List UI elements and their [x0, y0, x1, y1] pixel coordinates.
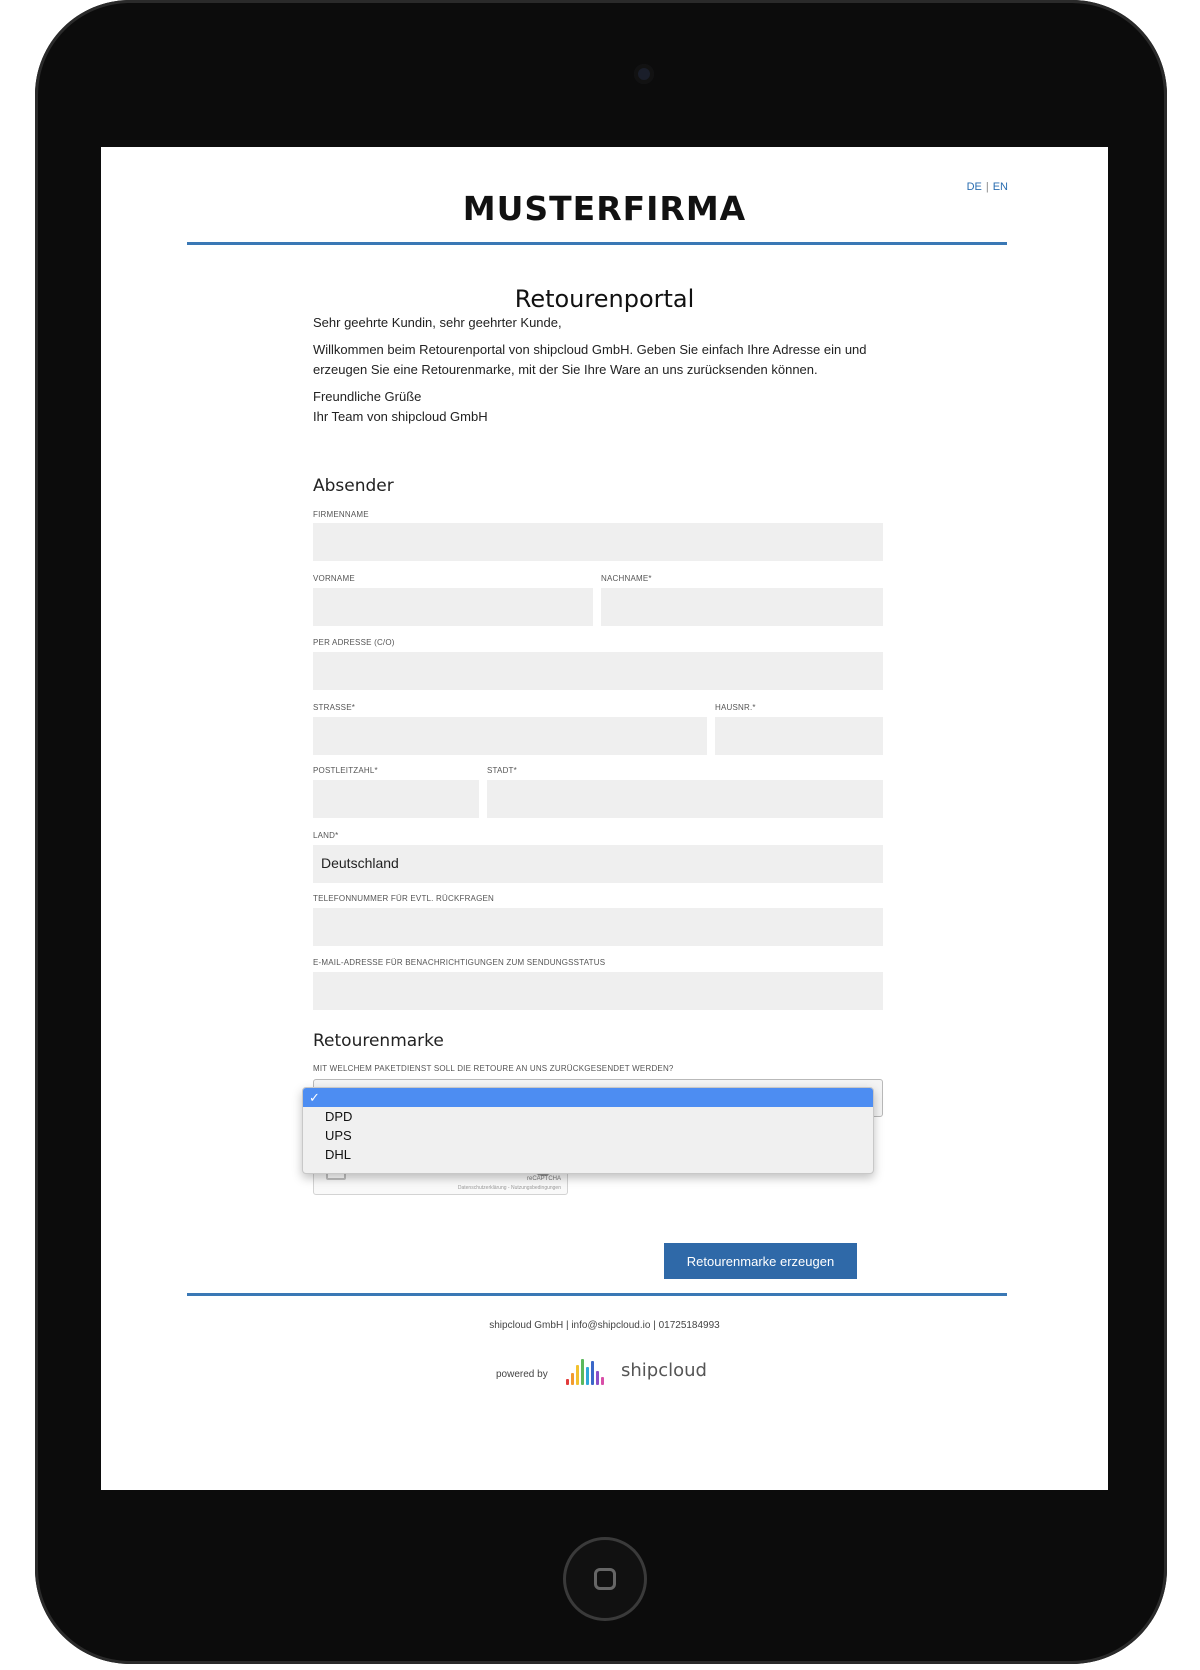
city-field[interactable] [487, 780, 883, 818]
zip-field[interactable] [313, 780, 479, 818]
care-of-field[interactable] [313, 652, 883, 690]
shipcloud-brand: shipcloud [621, 1360, 707, 1381]
house-no-field[interactable] [715, 717, 883, 755]
lang-de-link[interactable]: DE [966, 181, 982, 193]
header-divider [187, 242, 1007, 245]
email-label: E-MAIL-ADRESSE FÜR BENACHRICHTIGUNGEN ZUM SENDUNGSSTATUS [313, 958, 606, 967]
intro-closing-2: Ihr Team von shipcloud GmbH [313, 409, 488, 424]
create-return-label-button[interactable]: Retourenmarke erzeugen [664, 1243, 857, 1279]
intro-closing-1: Freundliche Grüße [313, 389, 422, 404]
firstname-label: VORNAME [313, 574, 355, 583]
page-title: Retourenportal [514, 285, 695, 313]
home-button[interactable] [563, 1537, 647, 1621]
house-no-label: HAUSNR.* [715, 703, 756, 712]
carrier-option-dhl[interactable]: DHL [325, 1147, 352, 1162]
company-logo: MUSTERFIRMA [462, 189, 747, 228]
company-field[interactable] [313, 523, 883, 561]
phone-label: TELEFONNUMMER FÜR EVTL. RÜCKFRAGEN [313, 894, 495, 903]
recaptcha-links[interactable]: Datenschutzerklärung - Nutzungsbedingungen [457, 1185, 561, 1191]
lang-separator: | [985, 181, 989, 193]
country-label: LAND* [313, 831, 339, 840]
carrier-option-ups[interactable]: UPS [325, 1128, 352, 1143]
intro-body: Willkommen beim Retourenportal von shipcloud GmbH. Geben Sie einfach Ihre Adresse ein und erzeugen Sie eine Retourenmarke, mit der Sie Ihre Ware an uns zurücksenden können. [313, 342, 867, 377]
checkmark-icon: ✓ [309, 1090, 320, 1105]
care-of-label: PER ADRESSE (C/O) [313, 638, 395, 647]
camera-icon [634, 64, 654, 84]
carrier-label: MIT WELCHEM PAKETDIENST SOLL DIE RETOURE AN UNS ZURÜCKGESENDET WERDEN? [313, 1064, 674, 1073]
home-square-icon [594, 1568, 616, 1590]
intro-greeting: Sehr geehrte Kundin, sehr geehrter Kunde, [313, 315, 562, 330]
street-field[interactable] [313, 717, 707, 755]
tablet-frame [35, 0, 1167, 1664]
carrier-dropdown-menu [302, 1087, 874, 1174]
lastname-field[interactable] [601, 588, 883, 626]
firstname-field[interactable] [313, 588, 593, 626]
phone-field[interactable] [313, 908, 883, 946]
carrier-option-dpd[interactable]: DPD [325, 1109, 353, 1124]
city-label: STADT* [487, 766, 517, 775]
intro-text [313, 313, 873, 427]
recaptcha-brand: reCAPTCHA [526, 1176, 561, 1182]
company-label: FIRMENNAME [313, 510, 369, 519]
screen [101, 147, 1108, 1490]
zip-label: POSTLEITZAHL* [313, 766, 378, 775]
email-field[interactable] [313, 972, 883, 1010]
return-label-heading: Retourenmarke [313, 1031, 444, 1051]
shipcloud-logo-icon [566, 1359, 612, 1389]
carrier-option-empty[interactable] [303, 1088, 873, 1107]
lang-en-link[interactable]: EN [992, 181, 1008, 193]
powered-by-text: powered by [496, 1369, 548, 1380]
footer-contact: shipcloud GmbH | info@shipcloud.io | 01725184993 [489, 1320, 720, 1331]
sender-heading: Absender [313, 476, 394, 496]
lastname-label: NACHNAME* [601, 574, 652, 583]
footer-divider [187, 1293, 1007, 1296]
country-select[interactable]: Deutschland [313, 845, 883, 883]
street-label: STRASSE* [313, 703, 356, 712]
